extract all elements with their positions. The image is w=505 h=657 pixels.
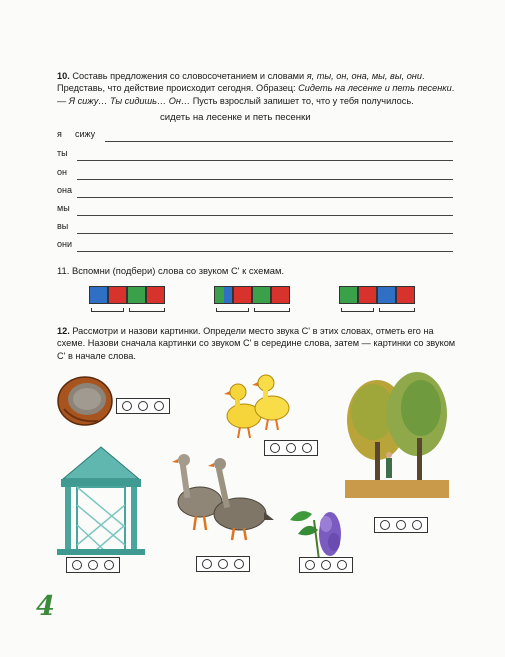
task-10-pronouns: я, ты, он, она, мы, вы, они xyxy=(306,71,422,81)
autumn-forest-picture xyxy=(345,372,449,498)
row-label: они xyxy=(57,239,73,249)
task-10-example: Сидеть на лесенке и петь песенки xyxy=(298,83,452,94)
row-label: она xyxy=(57,185,72,195)
scheme-cell-vowel xyxy=(358,286,377,304)
sound-circles-sieve[interactable] xyxy=(116,398,170,414)
sieve-picture xyxy=(56,375,114,427)
writing-line[interactable] xyxy=(77,179,453,180)
sound-scheme-3 xyxy=(339,286,417,316)
goslings-picture xyxy=(222,372,294,440)
row-label: мы xyxy=(57,203,70,213)
writing-row-oni[interactable] xyxy=(57,239,453,253)
writing-row-ty[interactable] xyxy=(57,148,453,162)
scheme-cell-consonant xyxy=(377,286,396,304)
syllable-arc xyxy=(379,308,415,312)
writing-line[interactable] xyxy=(105,141,453,142)
task-10-text-c: . — xyxy=(57,83,455,106)
writing-row-ona[interactable] xyxy=(57,185,453,199)
phrase-title: сидеть на лесенке и петь песенки xyxy=(160,112,311,123)
task-10-example2: Я сижу… Ты сидишь… Он… xyxy=(68,95,191,106)
syllable-arc xyxy=(129,308,165,312)
scheme-cell-vowel xyxy=(108,286,127,304)
scheme-cell-soft-consonant xyxy=(252,286,271,304)
syllable-arc xyxy=(254,308,290,312)
gazebo-picture xyxy=(55,445,147,555)
task-10-text-a: Составь предложения со словосочетанием и словами xyxy=(72,71,307,81)
page-number: 4 xyxy=(36,591,55,622)
scheme-cell-soft-consonant xyxy=(214,286,233,304)
scheme-cell-soft-consonant xyxy=(127,286,146,304)
task-12-text: Рассмотри и назови картинки. Определи место звука С' в этих словах, отметь его на схеме. Назови сначала картинки со звуком С' в середине слова, затем — картинки со звуком С' в начале слова. xyxy=(57,326,456,361)
writing-row-vy[interactable] xyxy=(57,221,453,235)
scheme-cell-vowel xyxy=(89,286,108,304)
row-start: сижу xyxy=(75,129,96,139)
sound-scheme-2 xyxy=(214,286,292,316)
row-label: ты xyxy=(57,148,68,158)
writing-line[interactable] xyxy=(77,233,453,234)
row-label: он xyxy=(57,167,67,177)
writing-row-on[interactable] xyxy=(57,167,453,181)
writing-line[interactable] xyxy=(77,160,453,161)
writing-row-my[interactable] xyxy=(57,203,453,217)
scheme-cell-soft-consonant xyxy=(339,286,358,304)
task-12-instruction xyxy=(57,325,457,362)
task-10-text-d: Пусть взрослый запишет то, что у тебя получилось. xyxy=(190,95,414,106)
sound-circles-gazebo[interactable] xyxy=(66,557,120,573)
syllable-arc xyxy=(91,308,124,312)
scheme-cell-vowel xyxy=(271,286,290,304)
row-label: вы xyxy=(57,221,69,231)
geese-picture xyxy=(172,450,276,542)
scheme-cell-vowel xyxy=(396,286,415,304)
task-10-text-b: . Представь, что действие происходит сегодня. Образец: xyxy=(57,71,425,94)
task-10-instruction xyxy=(57,70,457,107)
scheme-cell-vowel xyxy=(233,286,252,304)
writing-line[interactable] xyxy=(77,215,453,216)
syllable-arc xyxy=(216,308,249,312)
sound-circles-geese[interactable] xyxy=(196,556,250,572)
sound-circles-forest[interactable] xyxy=(374,517,428,533)
scheme-cell-vowel xyxy=(146,286,165,304)
row-label: я xyxy=(57,129,62,139)
writing-line[interactable] xyxy=(77,197,453,198)
writing-line[interactable] xyxy=(77,251,453,252)
task-11-instruction: 11. Вспомни (подбери) слова со звуком С' к схемам. xyxy=(57,265,285,276)
syllable-arc xyxy=(341,308,374,312)
sound-scheme-1 xyxy=(89,286,167,316)
task-12-number: 12. xyxy=(57,326,70,336)
sound-circles-lilac[interactable] xyxy=(299,557,353,573)
writing-row-ya[interactable] xyxy=(57,129,453,143)
task-10-number: 10. xyxy=(57,71,70,81)
